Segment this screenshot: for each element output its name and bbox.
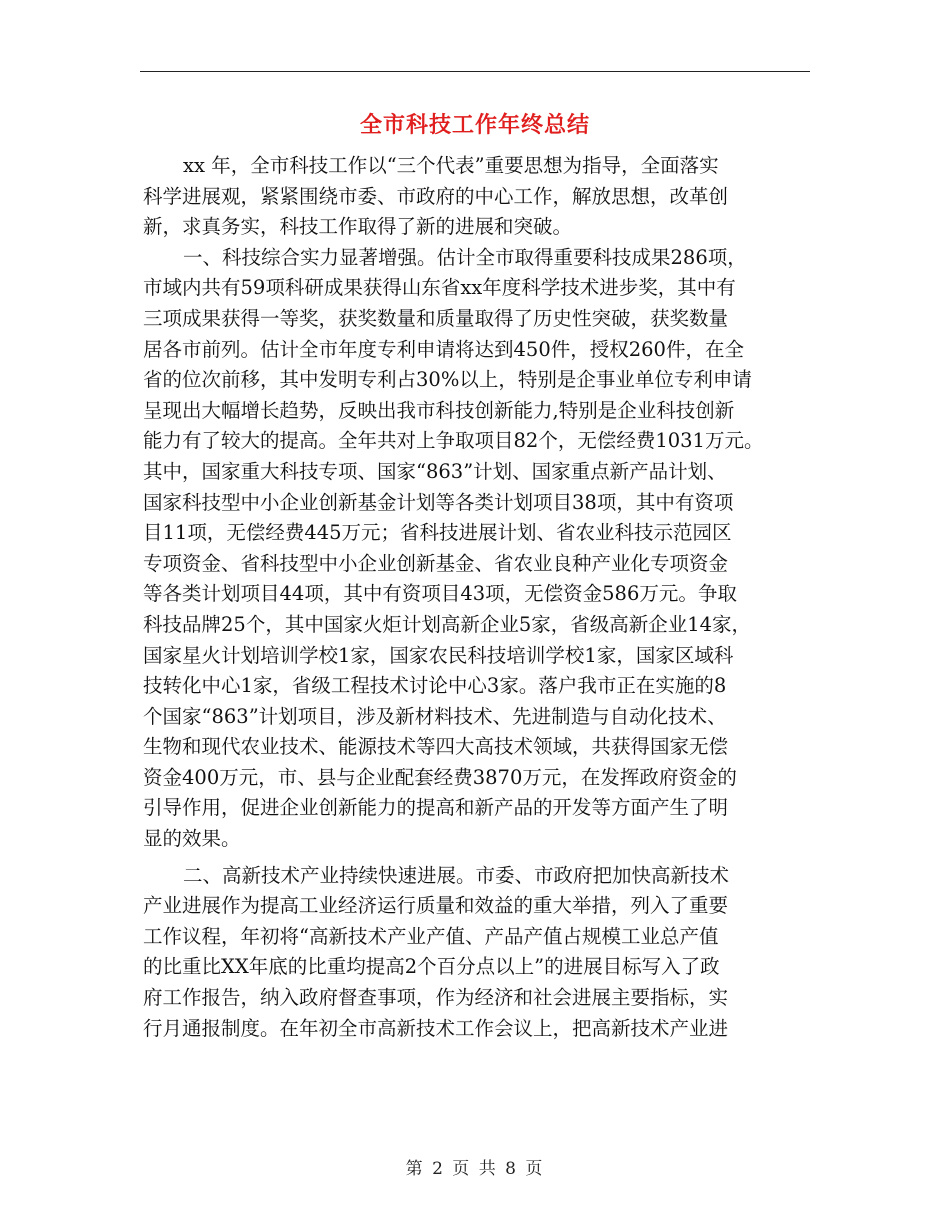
- text-line: 市域内共有59项科研成果获得山东省xx年度科学技术进步奖，其中有: [143, 276, 736, 300]
- text-line: 三项成果获得一等奖，获奖数量和质量取得了历史性突破，获奖数量: [143, 306, 729, 330]
- text-line: xx 年，全市科技工作以“三个代表”重要思想为指导，全面落实: [183, 154, 719, 177]
- text-line: 府工作报告，纳入政府督查事项，作为经济和社会进展主要指标，实: [143, 986, 729, 1010]
- header-rule: [140, 71, 810, 72]
- text-line: 显的效果。: [143, 827, 241, 851]
- text-line: 专项资金、省科技型中小企业创新基金、省农业良种产业化专项资金: [143, 551, 729, 575]
- text-line: 呈现出大幅增长趋势，反映出我市科技创新能力,特别是企业科技创新: [143, 398, 735, 422]
- page-number: 第 2 页 共 8 页: [405, 1159, 545, 1179]
- text-line: 生物和现代农业技术、能源技术等四大高技术领域，共获得国家无偿: [143, 735, 729, 759]
- text-line: 科技品牌25个，其中国家火炬计划高新企业5家，省级高新企业14家，: [143, 612, 752, 636]
- document-title: 全市科技工作年终总结: [359, 112, 590, 138]
- text-line: 国家星火计划培训学校1家，国家农民科技培训学校1家，国家区域科: [143, 643, 734, 667]
- text-line: 行月通报制度。在年初全市高新技术工作会议上，把高新技术产业进: [143, 1016, 729, 1040]
- paragraph-section-two: [143, 861, 815, 1045]
- paragraph-section-one: [143, 243, 815, 855]
- text-line: 的比重比XX年底的比重均提高2个百分点以上”的进展目标写入了政: [143, 955, 720, 979]
- text-line: 一、科技综合实力显著增强。估计全市取得重要科技成果286项，: [183, 245, 747, 269]
- text-line: 省的位次前移，其中发明专利占30%以上，特别是企事业单位专利申请: [143, 368, 752, 392]
- text-line: 居各市前列。估计全市年度专利申请将达到450件，授权260件，在全: [143, 337, 744, 361]
- text-line: 等各类计划项目44项，其中有资项目43项，无偿资金586万元。争取: [143, 582, 737, 606]
- paragraph-intro: [143, 151, 815, 243]
- text-line: 产业进展作为提高工业经济运行质量和效益的重大举措，列入了重要: [143, 894, 729, 918]
- document-body: [143, 151, 815, 1044]
- text-line: 资金400万元，市、县与企业配套经费3870万元，在发挥政府资金的: [143, 765, 737, 789]
- text-line: 其中，国家重大科技专项、国家“863”计划、国家重点新产品计划、: [143, 459, 727, 483]
- text-line: 目11项，无偿经费445万元；省科技进展计划、省农业科技示范园区: [143, 521, 732, 545]
- text-line: 个国家“863”计划项目，涉及新材料技术、先进制造与自动化技术、: [143, 704, 727, 728]
- text-line: 国家科技型中小企业创新基金计划等各类计划项目38项，其中有资项: [143, 490, 734, 514]
- text-line: 二、高新技术产业持续快速进展。市委、市政府把加快高新技术: [183, 863, 730, 887]
- text-line: 工作议程，年初将“高新技术产业产值、产品产值占规模工业总产值: [143, 924, 719, 948]
- text-line: 技转化中心1家，省级工程技术讨论中心3家。落户我市正在实施的8: [143, 674, 727, 698]
- text-line: 能力有了较大的提高。全年共对上争取项目82个，无偿经费1031万元。: [143, 429, 764, 453]
- text-line: 新，求真务实，科技工作取得了新的进展和突破。: [143, 215, 573, 239]
- text-line: 引导作用，促进企业创新能力的提高和新产品的开发等方面产生了明: [143, 796, 729, 820]
- text-line: 科学进展观，紧紧围绕市委、市政府的中心工作，解放思想，改革创: [143, 184, 729, 208]
